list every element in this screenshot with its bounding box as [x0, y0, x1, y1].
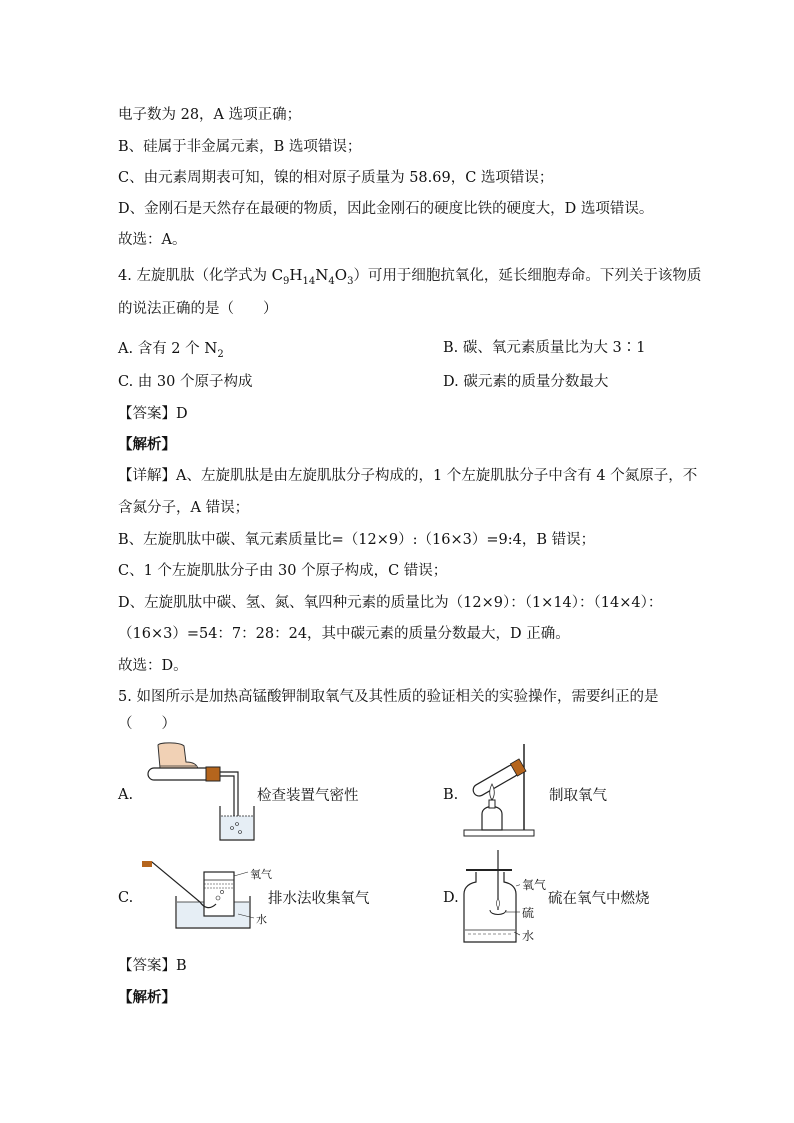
solution-line: 电子数为 28，A 选项正确；: [118, 107, 302, 123]
formula-subscript: 14: [302, 276, 316, 287]
option-d: D. 碳元素的质量分数最大: [443, 374, 609, 390]
airtightness-check-diagram: [140, 740, 260, 842]
option-text: A. 含有 2 个: [118, 341, 205, 357]
formula-symbol: H: [289, 266, 303, 284]
option-a: [118, 338, 224, 365]
figure-b-label: B.: [443, 787, 459, 803]
solution-line: B、硅属于非金属元素，B 选项错误；: [118, 139, 362, 155]
figure-d-caption: 硫在氧气中燃烧: [548, 891, 650, 907]
analysis-label: 【解析】: [118, 436, 176, 453]
figure-c-oxygen-label: 氧气: [250, 868, 272, 881]
option-b: B. 碳、氧元素质量比为大 3∶1: [443, 340, 646, 356]
figure-a-label: A.: [118, 787, 134, 803]
analysis-label: 【解析】: [118, 989, 176, 1006]
detail-line: 含氮分子，A 错误；: [118, 500, 250, 516]
figure-d-oxygen-label: 氧气: [522, 878, 547, 892]
solution-line: 故选：A。: [118, 232, 187, 248]
formula-n2: [204, 339, 224, 360]
sulfur-combustion-diagram: [460, 850, 520, 944]
figure-d-water-label: 水: [522, 929, 535, 943]
detail-line: 【详解】A、左旋肌肽是由左旋肌肽分子构成的，1 个左旋肌肽分子中含有 4 个氮原子，不: [118, 468, 698, 484]
oxygen-preparation-diagram: [460, 742, 550, 842]
answer-label: 【答案】B: [118, 958, 187, 974]
question-5-stem: 5. 如图所示是加热高锰酸钾制取氧气及其性质的验证相关的实验操作，需要纠正的是: [118, 689, 659, 705]
solution-line: D、金刚石是天然存在最硬的物质，因此金刚石的硬度比铁的硬度大，D 选项错误。: [118, 201, 654, 217]
figure-d-label: D.: [443, 890, 459, 906]
figure-b-caption: 制取氧气: [549, 788, 607, 804]
formula-subscript: 4: [328, 276, 335, 287]
answer-label: 【答案】D: [118, 406, 188, 422]
formula-subscript: 9: [283, 276, 290, 287]
choose-line: 故选：D。: [118, 658, 188, 674]
option-c: C. 由 30 个原子构成: [118, 374, 253, 390]
detail-line: C、1 个左旋肌肽分子由 30 个原子构成，C 错误；: [118, 563, 448, 579]
stem-text: ）可用于细胞抗氧化，延长细胞寿命。下列关于该物质: [353, 268, 702, 284]
chemical-formula: [271, 266, 354, 287]
figure-a-caption: 检查装置气密性: [257, 788, 359, 804]
solution-line: C、由元素周期表可知，镍的相对原子质量为 58.69，C 选项错误；: [118, 170, 554, 186]
formula-symbol: N: [315, 266, 329, 284]
formula-subscript: 3: [347, 276, 354, 287]
formula-symbol: O: [334, 266, 348, 284]
formula-symbol: C: [271, 266, 284, 284]
figure-c-label: C.: [118, 890, 134, 906]
formula-subscript: 2: [217, 349, 224, 360]
detail-line: B、左旋肌肽中碳、氧元素质量比=（12×9）:（16×3）=9:4，B 错误；: [118, 532, 596, 548]
question-4-stem: [118, 265, 701, 292]
formula-symbol: N: [204, 339, 218, 357]
figure-c-water-label: 水: [256, 913, 267, 926]
stem-text: 4. 左旋肌肽（化学式为: [118, 268, 272, 284]
question-5-stem-cont: （ ）: [118, 716, 176, 732]
detail-line: （16×3）=54：7：28：24，其中碳元素的质量分数最大，D 正确。: [118, 626, 570, 642]
question-4-stem-cont: 的说法正确的是（ ）: [118, 301, 278, 317]
detail-line: D、左旋肌肽中碳、氢、氮、氧四种元素的质量比为（12×9）：（1×14）：（14×4）：: [118, 595, 663, 611]
figure-d-sulfur-label: 硫: [522, 906, 535, 920]
figure-c-caption: 排水法收集氧气: [268, 891, 370, 907]
